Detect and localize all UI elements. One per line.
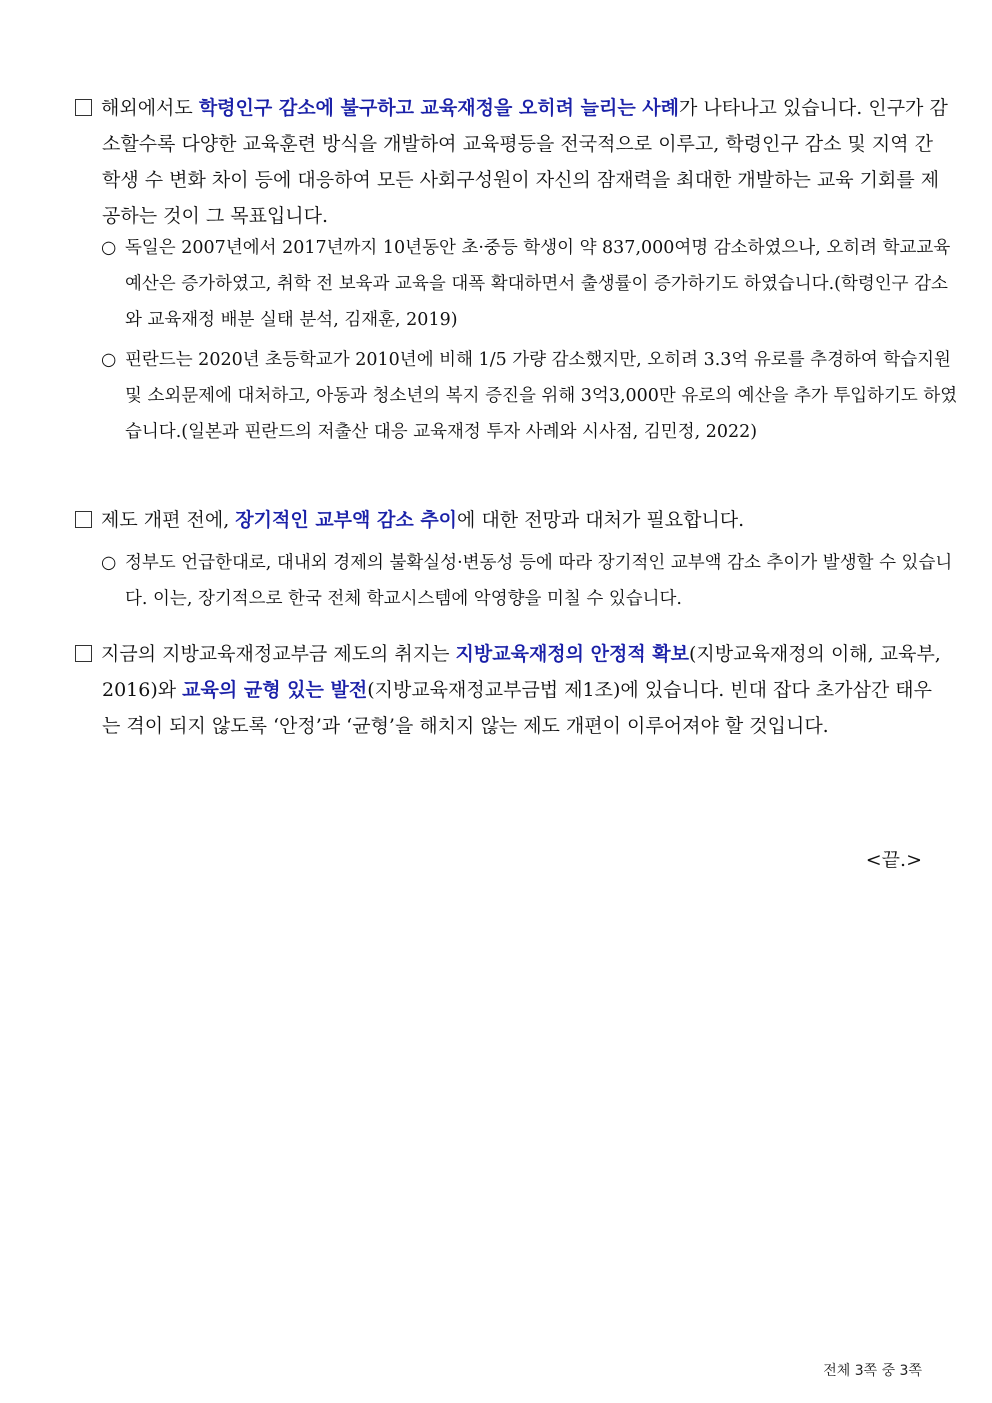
section-1-pre: 해외에서도 [101,97,199,119]
end-mark: <끝.> [865,849,922,871]
section-2-bullet-1-text: 정부도 언급한대로, 대내외 경제의 불확실성·변동성 등에 따라 장기적인 교부액 감소 추이가 발생할 수 있습니다. 이는, 장기적으로 한국 전체 학교시스템에 악영향을 미칠 수 있습니다. [125,553,953,609]
section-3-highlight-1: 지방교육재정의 안정적 확보 [455,643,690,665]
section-3-post: (지방교육재정교부금법 제1조)에 있습니다. 빈대 잡다 초가삼간 태우는 격이 되지 않도록 ‘안정’과 ‘균형’을 해치지 않는 제도 개편이 이루어져야 할 것입니다. [102,679,932,737]
page-footer: 전체 3쪽 중 3쪽 [823,1363,922,1379]
section-1-bullet-2-text: 핀란드는 2020년 초등학교가 2010년에 비해 1/5 가량 감소했지만, 오히려 3.3억 유로를 추경하여 학습지원 및 소외문제에 대처하고, 아동과 청소년의 복지 증진을 위해 3억3,000만 유로의 예산을 추가 투입하기도 하였습니다.(일본과 핀란드의 저출산 대응 교육재정 투자 사례와 시사점, 김민정, 2022) [125,350,958,442]
checkbox-marker-icon [75,511,92,528]
section-3-mid: (지방교육재정의 이해, 교육부, 2016)와 [102,643,941,701]
bullet-circle-icon: ○ [101,553,117,573]
section-2-paragraph [75,502,950,538]
section-1-paragraph [75,90,950,234]
section-2-pre: 제도 개편 전에, [101,509,236,531]
bullet-circle-icon: ○ [101,350,117,370]
section-2-post: 에 대한 전망과 대처가 필요합니다. [457,509,745,531]
section-1-highlight: 학령인구 감소에 불구하고 교육재정을 오히려 늘리는 사례 [198,97,679,119]
section-3-paragraph [75,636,950,744]
section-3-pre: 지금의 지방교육재정교부금 제도의 취지는 [101,643,456,665]
section-1-post: 가 나타나고 있습니다. 인구가 감소할수록 다양한 교육훈련 방식을 개발하여 교육평등을 전국적으로 이루고, 학령인구 감소 및 지역 간 학생 수 변화 차이 등에 대응하여 모든 사회구성원이 자신의 잠재력을 최대한 개발하는 교육 기회를 제공하는 것이 그 목표입니다. [102,97,948,227]
section-2-bullet-1 [87,545,961,617]
checkbox-marker-icon [75,99,92,116]
bullet-circle-icon: ○ [101,238,117,258]
section-2-highlight: 장기적인 교부액 감소 추이 [235,509,458,531]
section-1-bullet-1 [87,230,961,338]
section-1-bullet-1-text: 독일은 2007년에서 2017년까지 10년동안 초·중등 학생이 약 837,000여명 감소하였으나, 오히려 학교교육예산은 증가하였고, 취학 전 보육과 교육을 대폭 확대하면서 출생률이 증가하기도 하였습니다.(학령인구 감소와 교육재정 배분 실태 분석, 김재훈, 2019) [125,238,951,330]
section-1-bullet-2 [87,342,961,450]
checkbox-marker-icon [75,645,92,662]
section-3-highlight-2: 교육의 균형 있는 발전 [182,679,368,701]
